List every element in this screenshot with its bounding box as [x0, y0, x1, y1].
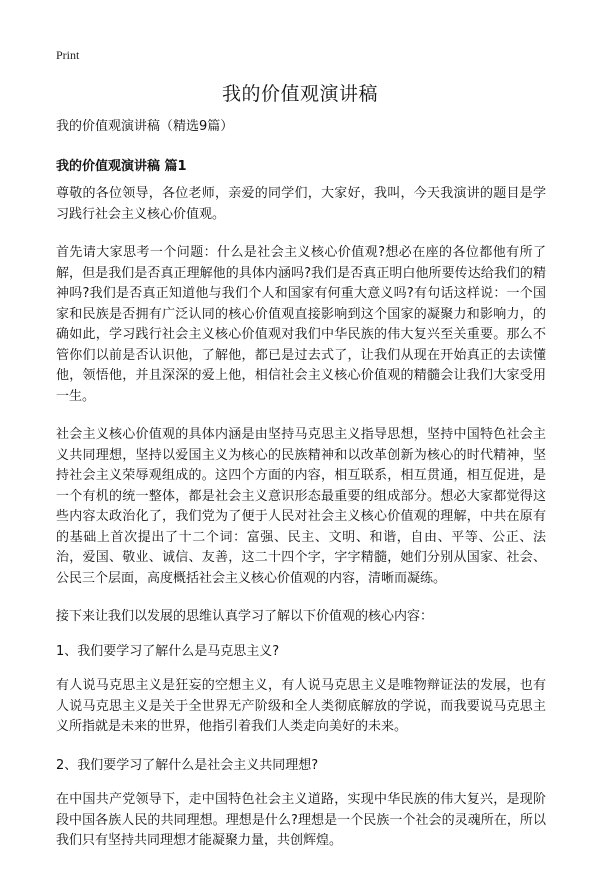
paragraph-marxism: 有人说马克思主义是狂妄的空想主义，有人说马克思主义是唯物辩证法的发展，也有人说马克思主义是关于全世界无产阶级和全人类彻底解放的学说，而我要说马克思主义所指就是未来的世界，他指引着我们人类走向美好的未来。	[56, 678, 546, 734]
point-heading-ideal: 2、我们要学习了解什么是社会主义共同理想?	[56, 757, 319, 773]
page-title: 我的价值观演讲稿	[221, 83, 378, 105]
section-heading: 我的价值观演讲稿 篇1	[56, 159, 187, 174]
paragraph-greeting: 尊敬的各位领导，各位老师，亲爱的同学们，大家好，我叫，今天我演讲的题目是学习践行社会主义核心价值观。	[56, 186, 546, 222]
article-subtitle: 我的价值观演讲稿（精选9篇）	[56, 119, 234, 134]
paragraph-intro: 接下来让我们以发展的思维认真学习了解以下价值观的核心内容：	[56, 609, 434, 624]
print-link[interactable]: Print	[56, 48, 80, 62]
article-body	[56, 118, 546, 870]
paragraph-question: 首先请大家思考一个问题：什么是社会主义核心价值观?想必在座的各位都他有所了解，但是我们是否真正理解他的具体内涵吗?我们是否真正明白他所要传达给我们的精神吗?我们是否真正知道他与我们个人和国家有何重大意义吗?有句话这样说：一个国家和民族是否拥有广泛认同的核心价值观直接影响到这个国家的凝聚力和影响力，的确如此，学习践行社会主义核心价值观对我们中华民族的伟大复兴至关重要。那么不管你们以前是否认识他，了解他，都已是过去式了，让我们从现在开始真正的去读懂他，领悟他，并且深深的爱上他，相信社会主义核心价值观的精髓会让我们大家受用一生。	[56, 245, 546, 404]
paragraph-content: 社会主义核心价值观的具体内涵是由坚持马克思主义指导思想，坚持中国特色社会主义共同理想，坚持以爱国主义为核心的民族精神和以改革创新为核心的时代精神，坚持社会主义荣辱观组成的。这四个方面的内容，相互联系，相互贯通，相互促进，是一个有机的统一整体，都是社会主义意识形态最重要的组成部分。想必大家都觉得这些内容太政治化了，我们党为了便于人民对社会主义核心价值观的理解，中共在原有的基础上首次提出了十二个词：富强、民主、文明、和谐，自由、平等、公正、法治，爱国、敬业、诚信、友善，这二十四个字，字字精髓，她们分别从国家、社会、公民三个层面，高度概括社会主义核心价值观的内容，清晰而凝练。	[56, 427, 546, 586]
point-heading-marxism: 1、我们要学习了解什么是马克思主义?	[56, 643, 280, 659]
paragraph-ideal: 在中国共产党领导下，走中国特色社会主义道路，实现中华民族的伟大复兴，是现阶段中国各族人民的共同理想。理想是什么?理想是一个民族一个社会的灵魂所在，所以我们只有坚持共同理想才能凝聚力量，共创辉煌。	[56, 792, 546, 848]
